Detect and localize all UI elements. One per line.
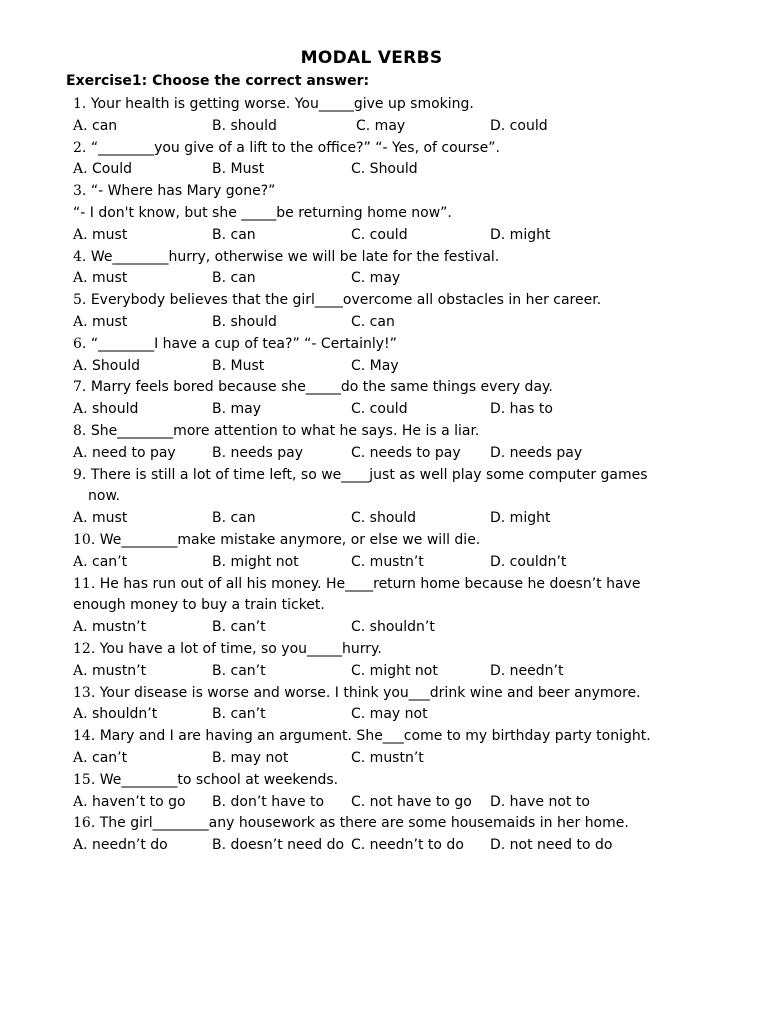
option-letter: A. bbox=[73, 357, 88, 374]
question-list bbox=[73, 94, 673, 857]
question-text: Your disease is worse and worse. I think you___drink wine and beer anymore. bbox=[99, 684, 641, 701]
answer-options bbox=[73, 552, 673, 574]
answer-option[interactable]: D. could bbox=[490, 117, 548, 134]
option-text: can’t bbox=[92, 553, 128, 570]
question-number: 6. bbox=[73, 335, 87, 352]
answer-option[interactable]: C. might not bbox=[351, 662, 438, 679]
answer-options bbox=[73, 159, 673, 181]
answer-option[interactable]: D. couldn’t bbox=[490, 553, 567, 570]
answer-option[interactable] bbox=[73, 792, 186, 814]
question-stem bbox=[73, 770, 673, 792]
answer-option[interactable]: B. Must bbox=[212, 357, 265, 374]
option-letter: A. bbox=[73, 749, 88, 766]
answer-option[interactable] bbox=[73, 835, 168, 857]
question-stem bbox=[73, 247, 673, 269]
answer-options bbox=[73, 443, 673, 465]
question-number: 15. bbox=[73, 771, 96, 788]
answer-options bbox=[73, 704, 673, 726]
answer-options bbox=[73, 356, 673, 378]
option-letter: A. bbox=[73, 619, 88, 636]
answer-option[interactable]: B. might not bbox=[212, 553, 299, 570]
option-text: should bbox=[92, 401, 139, 418]
answer-options bbox=[73, 116, 673, 138]
question-number: 12. bbox=[73, 640, 96, 657]
option-text: need to pay bbox=[92, 444, 176, 461]
option-letter: A. bbox=[73, 662, 88, 679]
option-text: Could bbox=[92, 161, 133, 178]
question-item bbox=[73, 181, 673, 246]
question-text: We________make mistake anymore, or else we will die. bbox=[99, 531, 481, 548]
option-text: shouldn’t bbox=[92, 706, 158, 723]
question-number: 5. bbox=[73, 292, 87, 309]
question-number: 4. bbox=[73, 248, 87, 265]
option-letter: A. bbox=[73, 553, 88, 570]
question-stem bbox=[73, 726, 673, 748]
option-letter: A. bbox=[73, 313, 88, 330]
answer-options bbox=[73, 835, 673, 857]
answer-option[interactable]: B. can’t bbox=[212, 662, 266, 679]
question-item bbox=[73, 813, 673, 857]
question-text: “________I have a cup of tea?” “- Certainly!” bbox=[90, 335, 397, 352]
answer-option[interactable]: B. should bbox=[212, 313, 277, 330]
answer-option[interactable] bbox=[73, 312, 127, 334]
question-item bbox=[73, 94, 673, 138]
question-stem bbox=[73, 530, 673, 552]
answer-option[interactable]: C. could bbox=[351, 401, 408, 418]
answer-option[interactable]: B. may bbox=[212, 401, 262, 418]
answer-options bbox=[73, 617, 673, 639]
question-stem bbox=[73, 138, 673, 160]
question-stem bbox=[73, 683, 673, 705]
option-letter: A. bbox=[73, 117, 88, 134]
answer-option[interactable]: B. can bbox=[212, 510, 256, 527]
option-text: Should bbox=[92, 357, 140, 374]
answer-option[interactable]: C. could bbox=[351, 226, 408, 243]
answer-option[interactable] bbox=[73, 159, 132, 181]
answer-option[interactable]: D. has to bbox=[490, 401, 553, 418]
question-item bbox=[73, 138, 673, 182]
answer-option[interactable] bbox=[73, 116, 117, 138]
question-stem bbox=[73, 290, 673, 312]
question-number: 9. bbox=[73, 466, 87, 483]
question-number: 11. bbox=[73, 575, 96, 592]
option-text: must bbox=[92, 510, 128, 527]
question-text: Everybody believes that the girl____overcome all obstacles in her career. bbox=[90, 292, 602, 309]
option-text: can’t bbox=[92, 749, 128, 766]
question-stem bbox=[73, 334, 673, 356]
question-item bbox=[73, 530, 673, 574]
answer-option[interactable]: B. can bbox=[212, 270, 256, 287]
question-stem bbox=[73, 574, 673, 618]
answer-option[interactable]: B. can’t bbox=[212, 619, 266, 636]
question-stem bbox=[73, 639, 673, 661]
question-item bbox=[73, 377, 673, 421]
option-letter: A. bbox=[73, 510, 88, 527]
question-number: 14. bbox=[73, 728, 96, 745]
option-letter: A. bbox=[73, 793, 88, 810]
answer-options bbox=[73, 268, 673, 290]
answer-option[interactable]: C. mustn’t bbox=[351, 553, 424, 570]
question-number: 3. bbox=[73, 183, 87, 200]
answer-options bbox=[73, 508, 673, 530]
question-text: We________hurry, otherwise we will be late for the festival. bbox=[90, 248, 500, 265]
answer-option[interactable]: D. might bbox=[490, 226, 551, 243]
option-letter: A. bbox=[73, 837, 88, 854]
question-text: “- Where has Mary gone?” bbox=[90, 183, 276, 200]
option-text: needn’t do bbox=[92, 837, 168, 854]
answer-options bbox=[73, 399, 673, 421]
question-text: She________more attention to what he says. He is a liar. bbox=[90, 422, 480, 439]
question-item bbox=[73, 247, 673, 291]
question-text: We________to school at weekends. bbox=[99, 771, 339, 788]
answer-option[interactable]: C. may bbox=[351, 270, 401, 287]
question-number: 13. bbox=[73, 684, 96, 701]
option-letter: A. bbox=[73, 401, 88, 418]
answer-option[interactable]: C. should bbox=[351, 510, 417, 527]
answer-option[interactable] bbox=[73, 356, 140, 378]
question-stem bbox=[73, 421, 673, 443]
question-stem bbox=[73, 465, 673, 509]
question-text: He has run out of all his money. He____return home because he doesn’t have enough money to buy a train ticket. bbox=[73, 575, 645, 614]
answer-option[interactable]: D. not need to do bbox=[490, 837, 613, 854]
option-letter: A. bbox=[73, 161, 88, 178]
option-text: must bbox=[92, 313, 128, 330]
answer-options bbox=[73, 748, 673, 770]
question-number: 8. bbox=[73, 422, 87, 439]
answer-option[interactable]: B. don’t have to bbox=[212, 793, 325, 810]
option-letter: A. bbox=[73, 270, 88, 287]
question-stem bbox=[73, 94, 673, 116]
answer-option[interactable] bbox=[73, 268, 127, 290]
question-text: Mary and I are having an argument. She___come to my birthday party tonight. bbox=[99, 728, 651, 745]
answer-options bbox=[73, 225, 673, 247]
answer-option[interactable]: C. needs to pay bbox=[351, 444, 461, 461]
answer-option[interactable] bbox=[73, 704, 157, 726]
answer-option[interactable]: B. can bbox=[212, 226, 256, 243]
answer-option[interactable]: B. should bbox=[212, 117, 277, 134]
answer-option[interactable] bbox=[73, 225, 127, 247]
exercise-heading: Exercise1: Choose the correct answer: bbox=[66, 73, 370, 89]
question-item bbox=[73, 290, 673, 334]
answer-option[interactable]: B. can’t bbox=[212, 706, 266, 723]
answer-option[interactable]: C. not have to go bbox=[351, 793, 472, 810]
answer-option[interactable]: B. doesn’t need do bbox=[212, 837, 345, 854]
answer-option[interactable]: C. shouldn’t bbox=[351, 619, 435, 636]
option-text: haven’t to go bbox=[92, 793, 186, 810]
question-text: Marry feels bored because she_____do the same things every day. bbox=[90, 379, 553, 396]
answer-option[interactable] bbox=[73, 617, 146, 639]
answer-option[interactable]: C. may bbox=[356, 117, 406, 134]
option-letter: A. bbox=[73, 226, 88, 243]
answer-option[interactable]: C. May bbox=[351, 357, 399, 374]
question-item bbox=[73, 639, 673, 683]
question-stem bbox=[73, 181, 673, 203]
page-title: MODAL VERBS bbox=[300, 48, 443, 68]
question-number: 1. bbox=[73, 96, 87, 112]
answer-option[interactable]: D. needn’t bbox=[490, 662, 564, 679]
question-item bbox=[73, 726, 673, 770]
answer-option[interactable] bbox=[73, 443, 176, 465]
answer-option[interactable]: B. Must bbox=[212, 161, 265, 178]
answer-option[interactable]: D. needs pay bbox=[490, 444, 583, 461]
answer-option[interactable]: D. might bbox=[490, 510, 551, 527]
answer-option[interactable]: D. have not to bbox=[490, 793, 590, 810]
question-text: “________you give of a lift to the office?” “- Yes, of course”. bbox=[90, 139, 500, 156]
option-text: mustn’t bbox=[92, 662, 147, 679]
answer-option[interactable] bbox=[73, 552, 127, 574]
question-text-continued: “- I don't know, but she _____be returning home now”. bbox=[73, 204, 452, 221]
answer-option[interactable] bbox=[73, 748, 127, 770]
option-text: mustn’t bbox=[92, 619, 147, 636]
question-item bbox=[73, 574, 673, 639]
answer-option[interactable]: C. mustn’t bbox=[351, 749, 424, 766]
answer-option[interactable] bbox=[73, 661, 146, 683]
question-number: 2. bbox=[73, 139, 87, 156]
question-stem bbox=[73, 813, 673, 835]
answer-options bbox=[73, 312, 673, 334]
question-item bbox=[73, 334, 673, 378]
question-text: Your health is getting worse. You_____give up smoking. bbox=[90, 96, 474, 112]
option-text: must bbox=[92, 270, 128, 287]
answer-option[interactable]: B. needs pay bbox=[212, 444, 303, 461]
answer-option[interactable]: C. Should bbox=[351, 161, 418, 178]
option-text: can bbox=[92, 117, 118, 134]
question-stem bbox=[73, 377, 673, 399]
answer-options bbox=[73, 661, 673, 683]
answer-options bbox=[73, 792, 673, 814]
question-number: 10. bbox=[73, 531, 96, 548]
answer-option[interactable]: C. can bbox=[351, 313, 395, 330]
question-item bbox=[73, 465, 673, 530]
question-item bbox=[73, 683, 673, 727]
answer-option[interactable] bbox=[73, 508, 127, 530]
question-item bbox=[73, 770, 673, 814]
option-letter: A. bbox=[73, 706, 88, 723]
question-number: 16. bbox=[73, 815, 96, 832]
question-number: 7. bbox=[73, 379, 87, 396]
answer-option[interactable] bbox=[73, 399, 138, 421]
question-text: There is still a lot of time left, so we____just as well play some computer games now. bbox=[88, 466, 652, 505]
option-text: must bbox=[92, 226, 128, 243]
question-item bbox=[73, 421, 673, 465]
answer-option[interactable]: C. needn’t to do bbox=[351, 837, 464, 854]
question-text: You have a lot of time, so you_____hurry. bbox=[99, 640, 382, 657]
option-letter: A. bbox=[73, 444, 88, 461]
answer-option[interactable]: B. may not bbox=[212, 749, 289, 766]
answer-option[interactable]: C. may not bbox=[351, 706, 428, 723]
question-text: The girl________any housework as there are some housemaids in her home. bbox=[99, 815, 629, 832]
